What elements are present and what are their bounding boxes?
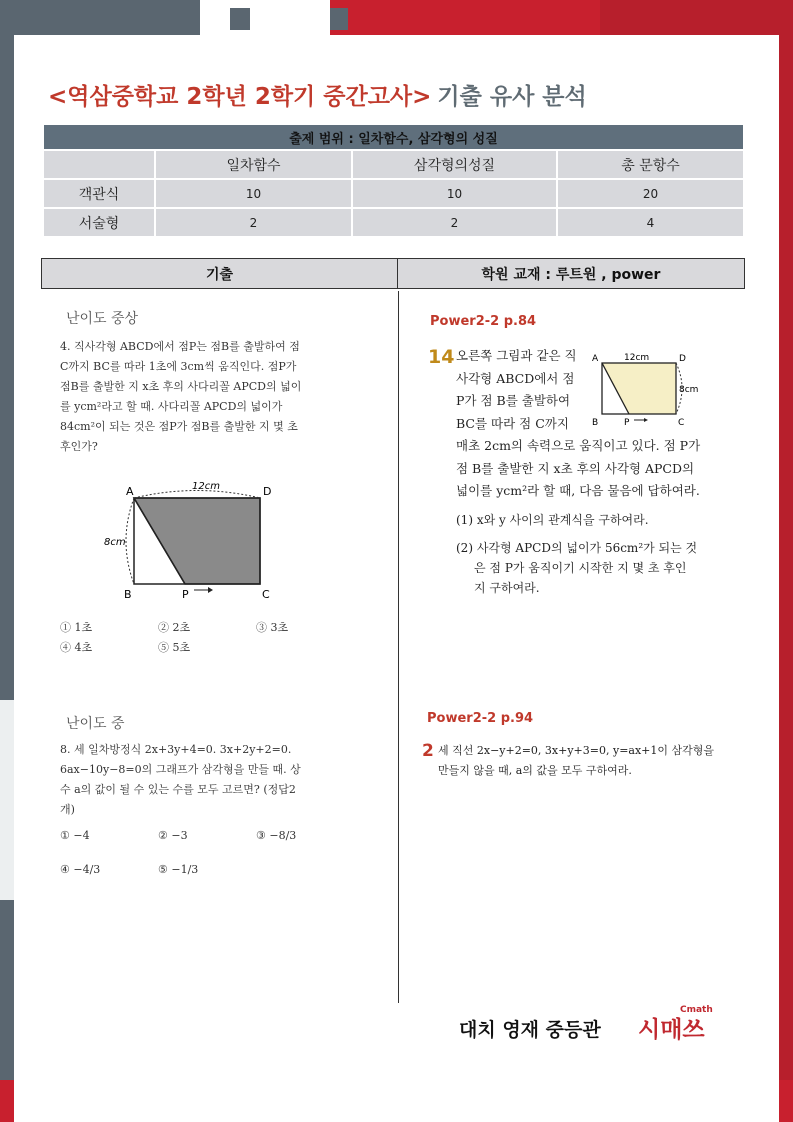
sub-question-1: (1) x와 y 사이의 관계식을 구하여라.: [456, 513, 649, 527]
problem-line: 4. 직사각형 ABCD에서 점P는 점B를 출발하여 점: [60, 340, 300, 353]
source-header-left: 기출: [42, 259, 398, 289]
problem-number-14: 14: [428, 346, 455, 368]
label-b: B: [124, 588, 132, 600]
table-cell: 10: [352, 179, 557, 208]
problem-line: 84cm²이 되는 것은 점P가 점B를 출발한 지 몇 초: [60, 420, 298, 433]
arrow-head-icon: [644, 418, 648, 422]
problem-line: (2) 사각형 APCD의 넓이가 56cm²가 되는 것: [456, 541, 698, 555]
table-cell: 10: [155, 179, 352, 208]
source-label-2: Power2-2 p.94: [427, 711, 534, 726]
option: ⑤ −1/3: [158, 863, 199, 876]
problem-line: 매초 2cm의 속력으로 움직이고 있다. 점 P가: [456, 438, 701, 453]
right2-text: [438, 741, 758, 781]
scope-col-triangle: 삼각형의성질: [352, 150, 557, 179]
label-d: D: [679, 354, 686, 364]
sub-question-2: [456, 538, 756, 598]
row-label-multiple-choice: 객관식: [43, 179, 155, 208]
option: ④ −4/3: [60, 863, 101, 876]
label-c: C: [262, 588, 270, 600]
scope-col-blank: [43, 150, 155, 179]
scope-col-linear: 일차함수: [155, 150, 352, 179]
logo-text: 시매쓰: [638, 1017, 705, 1043]
page-title: [48, 78, 587, 111]
problem-line: 점 B를 출발한 지 x초 후의 사각형 APCD의: [456, 460, 695, 476]
label-b: B: [592, 418, 599, 428]
option: ③ −8/3: [256, 829, 297, 842]
table-cell: 2: [352, 208, 557, 237]
dimension-arc-left: [126, 498, 134, 584]
right1-text-wide: [456, 435, 756, 503]
problem-line: 를 ycm²라고 할 때. 사다리꼴 APCD의 넓이가: [60, 400, 283, 413]
arrow-head-icon: [208, 587, 213, 593]
problem-line: 만들지 않을 때, a의 값을 모두 구하여라.: [438, 764, 632, 777]
problem-line: BC를 따라 점 C까지: [456, 415, 569, 431]
label-c: C: [678, 418, 685, 428]
option: ④ 4초: [60, 641, 93, 654]
option: ① 1초: [60, 621, 93, 634]
trapezoid-apcd: [134, 498, 260, 584]
problem-line: C까지 BC를 따라 1초에 3cm씩 움직인다. 점P가: [60, 360, 297, 373]
option: ③ 3초: [256, 621, 289, 634]
source-header-table: [41, 258, 745, 289]
problem-2-text: [60, 740, 360, 820]
label-d: D: [263, 485, 272, 498]
table-cell: 4: [557, 208, 744, 237]
exam-sheet: [14, 35, 779, 1122]
problem-line: 오른쪽 그림과 같은 직: [456, 348, 577, 363]
option: ② −3: [158, 829, 188, 842]
label-a: A: [592, 354, 599, 364]
source-label-1: Power2-2 p.84: [430, 314, 537, 329]
problem-number-2: 2: [422, 741, 434, 761]
label-top-length: 12cm: [624, 353, 650, 363]
column-divider: [398, 291, 399, 1003]
problem-line: 8. 세 일차방정식 2x+3y+4=0. 3x+2y+2=0.: [60, 743, 292, 756]
logo-superscript: Cmath: [680, 1005, 713, 1015]
problem-line: 6ax−10y−8=0의 그래프가 삼각형을 만들 때. 상: [60, 763, 301, 776]
rectangle-figure-2: [586, 347, 706, 429]
option: ② 2초: [158, 621, 191, 634]
shaded-region: [602, 363, 676, 414]
label-a: A: [126, 485, 134, 498]
problem-line: 넓이를 ycm²라 할 때, 다음 물음에 답하여라.: [456, 483, 700, 498]
row-label-essay: 서술형: [43, 208, 155, 237]
scope-table: [42, 123, 745, 238]
table-cell: 2: [155, 208, 352, 237]
scope-col-total: 총 문항수: [557, 150, 744, 179]
title-school-exam: <역삼중학교 2학년 2학기 중간고사>: [48, 84, 432, 110]
label-side-length: 8cm: [679, 385, 699, 395]
problem-line: 후인가?: [60, 440, 98, 453]
right1-text-narrow: [456, 345, 592, 435]
title-analysis: 기출 유사 분석: [437, 84, 587, 110]
difficulty-label-2: 난이도 중: [66, 716, 125, 732]
academy-name: 대치 영재 중등관: [459, 1019, 601, 1041]
brand-logo: [638, 1011, 705, 1044]
problem-line: 지 구하여라.: [474, 581, 540, 595]
source-header-right: 학원 교재 : 루트원 , power: [398, 259, 745, 289]
table-cell: 20: [557, 179, 744, 208]
option: ① −4: [60, 829, 90, 842]
label-p: P: [182, 588, 189, 600]
problem-line: 개): [60, 803, 75, 816]
problem-line: 사각형 ABCD에서 점: [456, 370, 575, 386]
option: ⑤ 5초: [158, 641, 191, 654]
problem-line: 은 점 P가 움직이기 시작한 지 몇 초 후인: [474, 561, 687, 575]
problem-line: 세 직선 2x−y+2=0, 3x+y+3=0, y=ax+1이 삼각형을: [438, 744, 715, 757]
problem-1-text: [60, 337, 360, 457]
problem-line: 수 a의 값이 될 수 있는 수를 모두 고르면? (정답2: [60, 783, 296, 796]
label-side-length: 8cm: [104, 537, 126, 548]
scope-header: 출제 범위 : 일차함수, 삼각형의 성질: [43, 124, 744, 150]
problem-line: 점B를 출발한 지 x초 후의 사다리꼴 APCD의 넓이: [60, 380, 302, 393]
label-p: P: [624, 418, 630, 428]
problem-line: P가 점 B를 출발하여: [456, 393, 571, 408]
label-top-length: 12cm: [192, 481, 220, 492]
difficulty-label-1: 난이도 중상: [66, 311, 139, 327]
rectangle-figure-1: [100, 475, 280, 600]
